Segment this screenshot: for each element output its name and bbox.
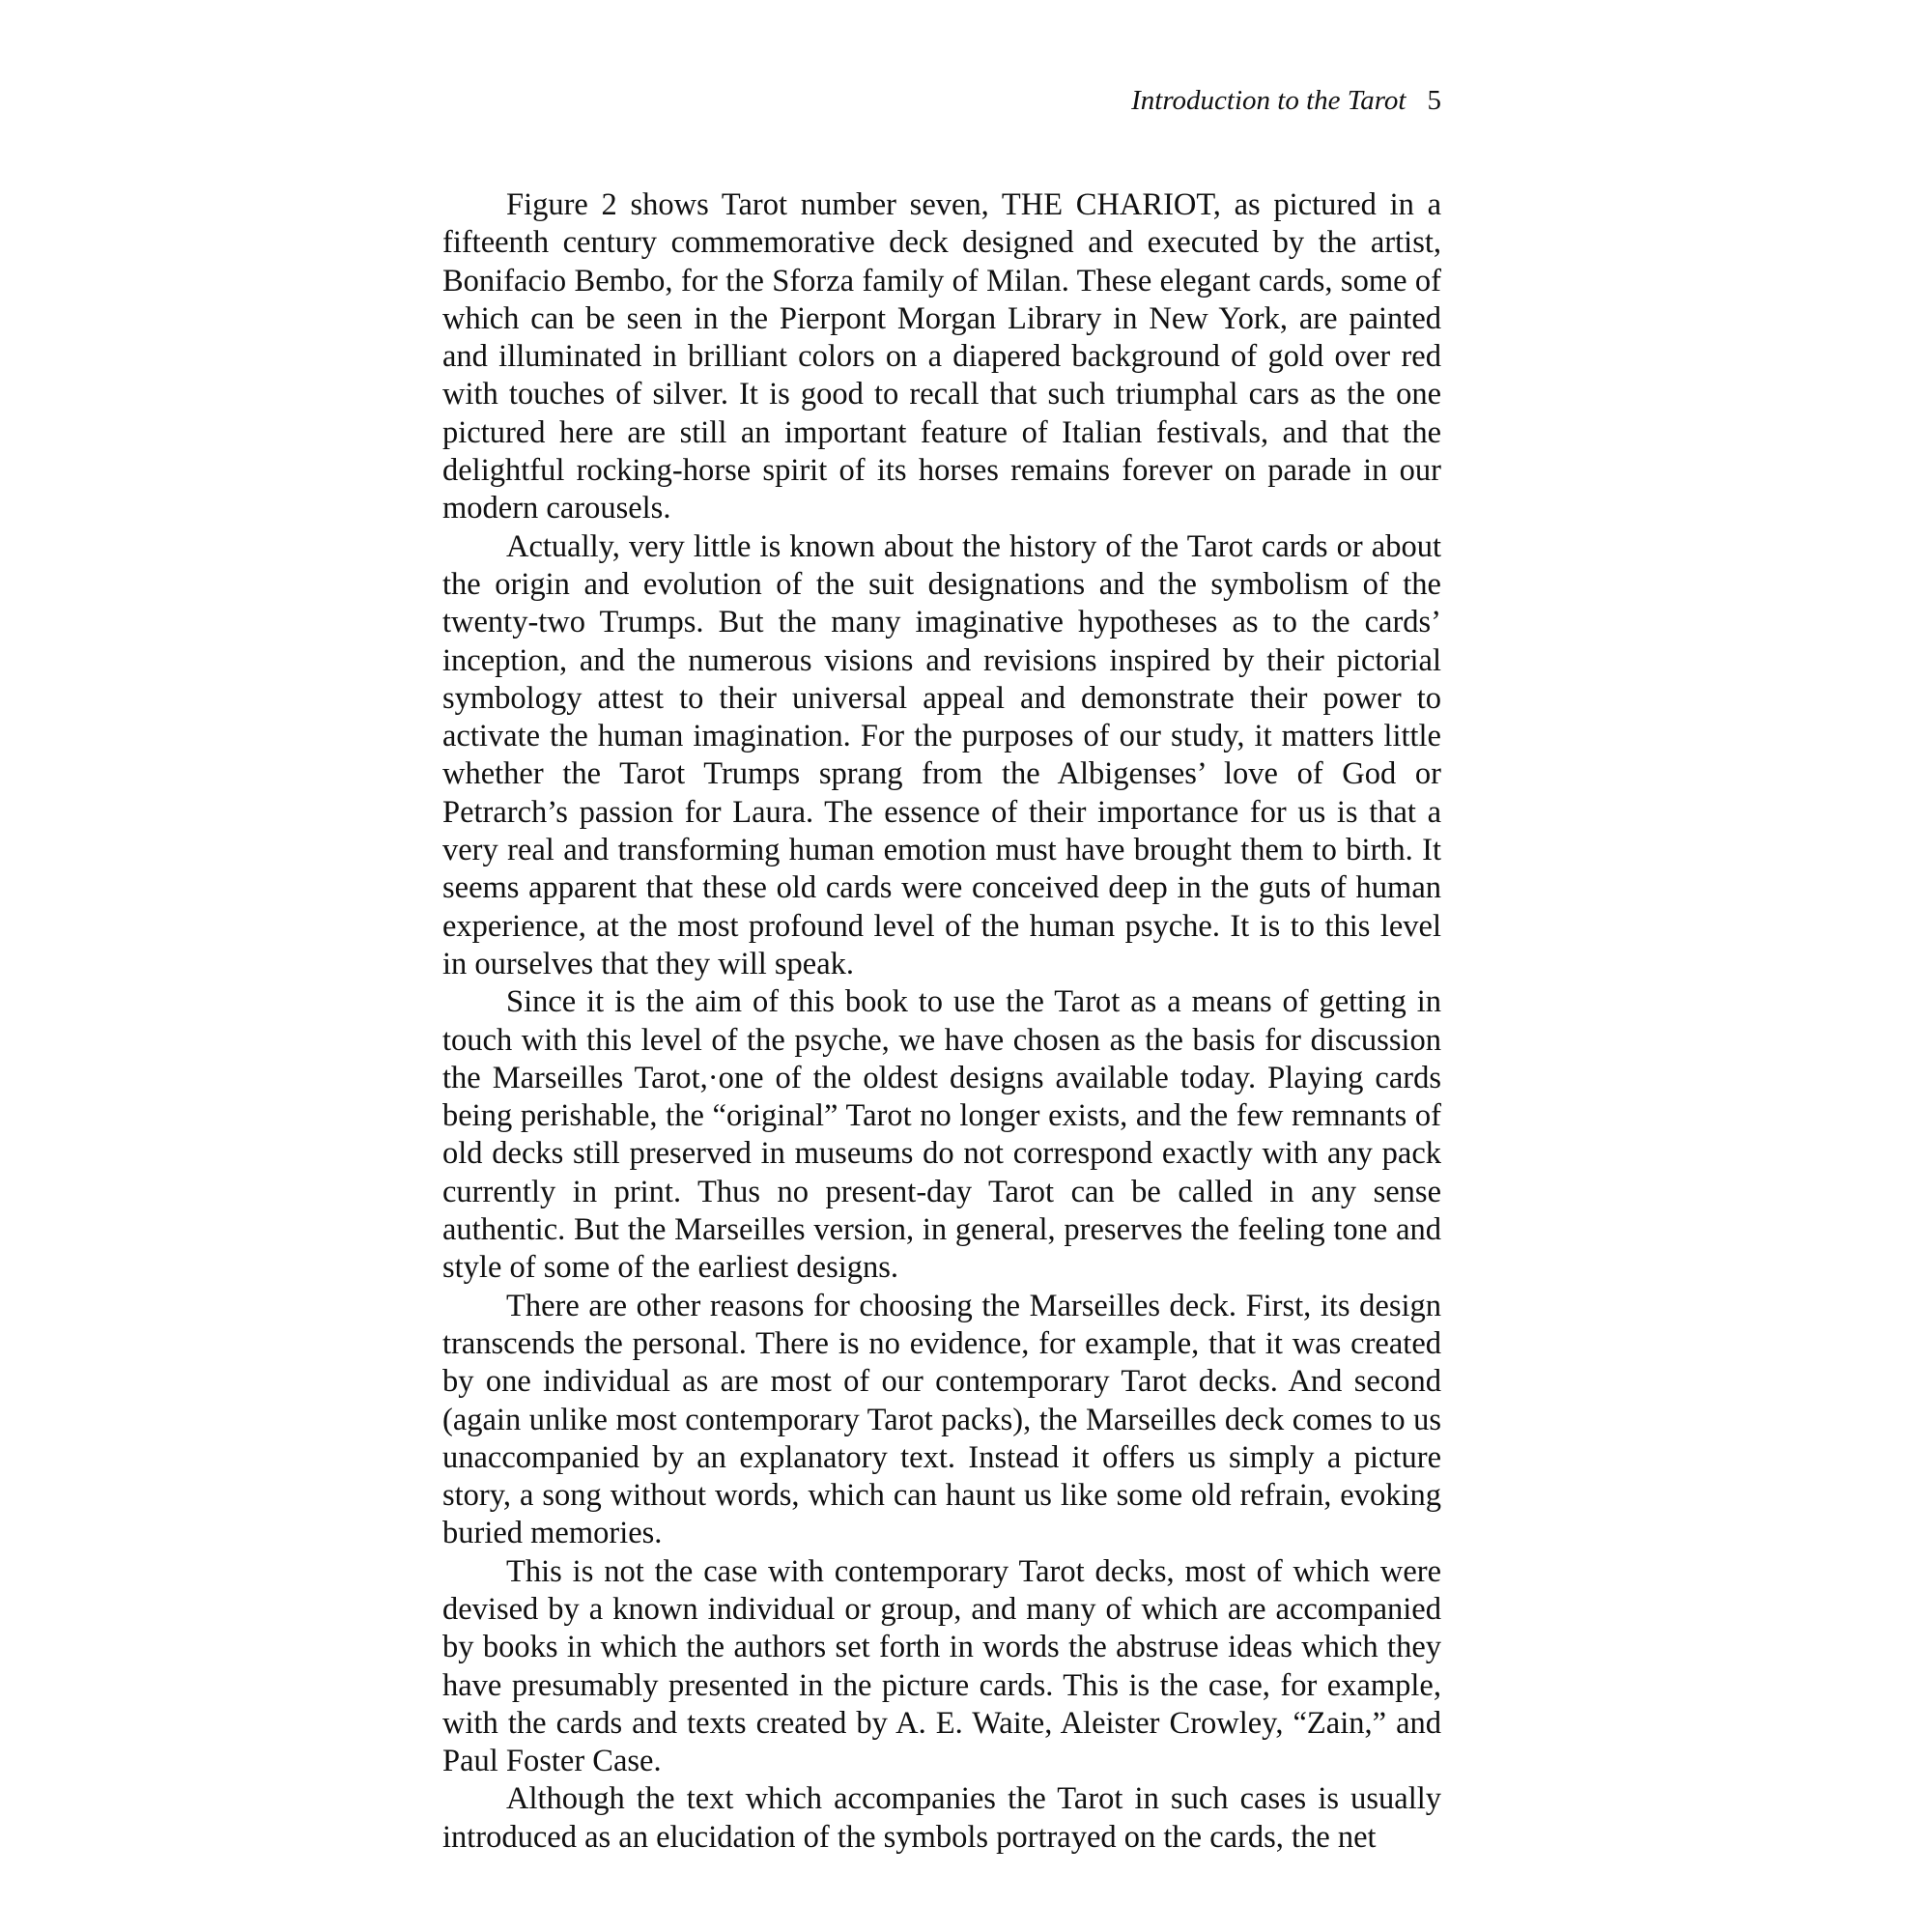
page-number: 5 bbox=[1427, 85, 1441, 116]
paragraph: Although the text which accompanies the Tarot in such cases is usually introduced as an elucidation of the symbols portrayed on the cards, the net bbox=[442, 1781, 1441, 1855]
paragraph: This is not the case with contemporary Tarot decks, most of which were devised by a known individual or group, and many of which are accompanied by books in which the authors set forth in words the abstruse ideas which they have presumably presented in the picture cards. This is the case, for example, with the cards and texts created by A. E. Waite, Aleister Crowley, “Zain,” and Paul Foster Case. bbox=[442, 1553, 1441, 1779]
paragraph: Since it is the aim of this book to use the Tarot as a means of getting in touch with this level of the psyche, we have chosen as the basis for discussion the Marseilles Tarot,·one of the oldest designs available today. Playing cards being perishable, the “original” Tarot no longer exists, and the few remnants of old decks still preserved in museums do not correspond exactly with any pack currently in print. Thus no present-day Tarot can be called in any sense authentic. But the Marseilles version, in general, preserves the feeling tone and style of some of the earliest designs. bbox=[442, 984, 1441, 1286]
running-head-title: Introduction to the Tarot bbox=[1131, 85, 1406, 116]
body-text bbox=[442, 186, 1441, 1857]
paragraph: There are other reasons for choosing the Marseilles deck. First, its design transcends the personal. There is no evidence, for example, that it was created by one individual as are most of our contemporary Tarot decks. And second (again unlike most contemporary Tarot packs), the Marseilles deck comes to us unaccompanied by an explanatory text. Instead it offers us simply a picture story, a song without words, which can haunt us like some old refrain, evoking buried memories. bbox=[442, 1288, 1441, 1551]
running-head bbox=[966, 81, 1441, 120]
paragraph: Figure 2 shows Tarot number seven, THE CHARIOT, as pictured in a fifteenth century commemorative deck designed and executed by the artist, Bonifacio Bembo, for the Sforza family of Milan. These elegant cards, some of which can be seen in the Pierpont Morgan Library in New York, are painted and illuminated in brilliant colors on a diapered background of gold over red with touches of silver. It is good to recall that such triumphal cars as the one pictured here are still an important feature of Italian festivals, and that the delightful rocking-horse spirit of its horses remains forever on parade in our modern carousels. bbox=[442, 187, 1441, 526]
paragraph: Actually, very little is known about the history of the Tarot cards or about the origin and evolution of the suit designations and the symbolism of the twenty-two Trumps. But the many imaginative hypotheses as to the cards’ inception, and the numerous visions and revisions inspired by their pictorial symbology attest to their universal appeal and demonstrate their power to activate the human imagination. For the purposes of our study, it matters little whether the Tarot Trumps sprang from the Albigenses’ love of God or Petrarch’s passion for Laura. The essence of their importance for us is that a very real and transforming human emotion must have brought them to birth. It seems apparent that these old cards were conceived deep in the guts of human experience, at the most profound level of the human psyche. It is to this level in ourselves that they will speak. bbox=[442, 528, 1441, 981]
